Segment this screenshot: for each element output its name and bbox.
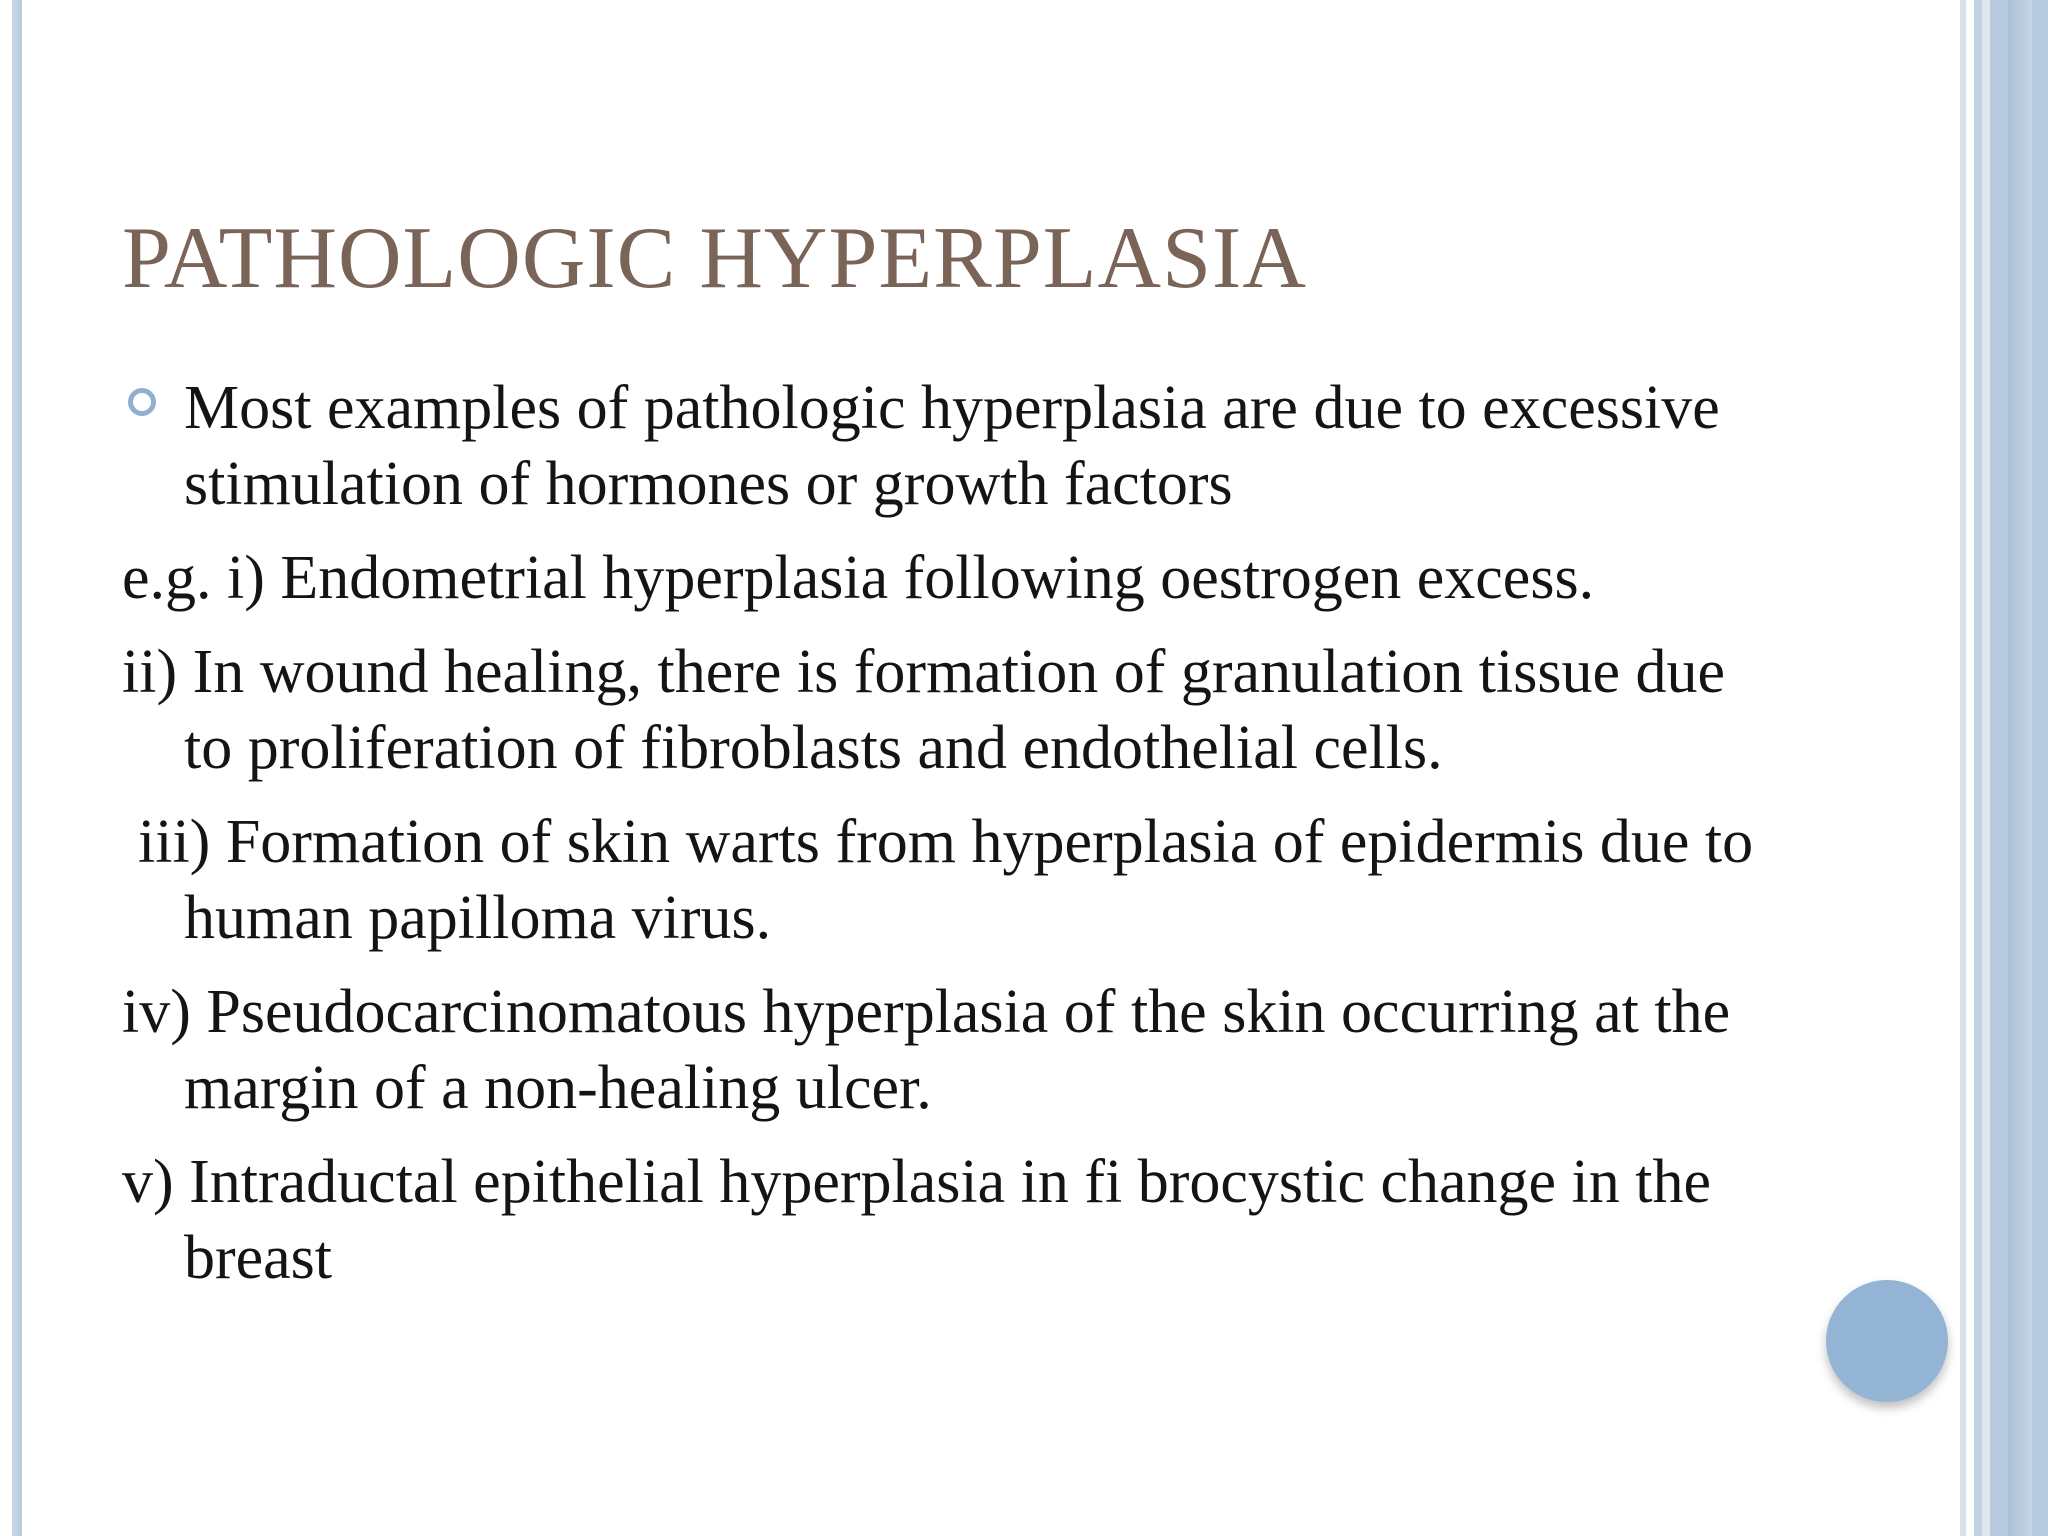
right-band-inner xyxy=(2008,0,2032,1536)
hollow-circle-bullet-icon xyxy=(128,388,156,416)
left-border-stripe xyxy=(12,0,22,1536)
slide-title: PATHOLOGIC HYPERPLASIA xyxy=(122,210,1307,307)
circle-button[interactable] xyxy=(1826,1280,1948,1402)
example-item-1: e.g. i) Endometrial hyperplasia following oestrogen excess. xyxy=(122,544,1595,612)
slide-body xyxy=(122,370,1762,1314)
example-item-2: ii) In wound healing, there is formation of granulation tissue due to proliferation of fibroblasts and endothelial cells. xyxy=(122,638,1726,782)
bullet-item xyxy=(122,370,1762,522)
example-item-4: iv) Pseudocarcinomatous hyperplasia of the skin occurring at the margin of a non-healing ulcer. xyxy=(122,978,1731,1122)
example-item-5: v) Intraductal epithelial hyperplasia in fi brocystic change in the breast xyxy=(122,1148,1712,1292)
bullet-text: Most examples of pathologic hyperplasia are due to excessive stimulation of hormones or growth factors xyxy=(184,374,1720,518)
right-decorative-band xyxy=(1960,0,2048,1536)
example-item-3: iii) Formation of skin warts from hyperplasia of epidermis due to human papilloma virus. xyxy=(138,808,1754,952)
